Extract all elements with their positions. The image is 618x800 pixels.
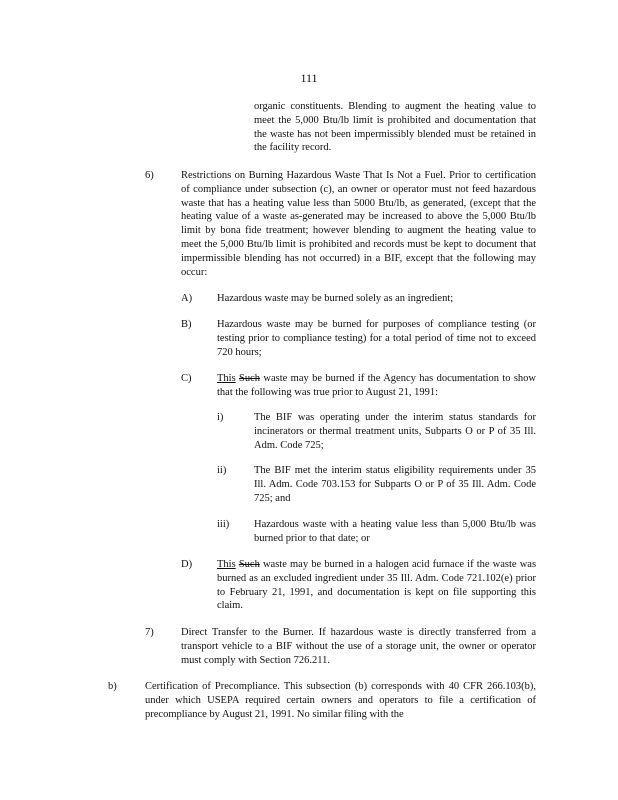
subitem-c-paragraph — [217, 372, 536, 400]
item-b-paragraph: Certification of Precompliance. This subsection (b) corresponds with 40 CFR 266.103(b), under which USEPA required certain owners and operators to file a certification of precompliance by August 21, 1991. No similar filing with the — [145, 681, 536, 720]
subitem-a-paragraph: Hazardous waste may be burned solely as an ingredient; — [217, 293, 454, 304]
subitem-a-marker: A) — [181, 293, 193, 304]
inserted-text: This — [217, 559, 236, 570]
subitem-d-marker: D) — [181, 559, 193, 570]
continuation-paragraph: organic constituents. Blending to augment the heating value to meet the 5,000 Btu/lb limit is prohibited and documentation that the waste has not been impermissibly blended must be retained in the facility record. — [254, 101, 536, 154]
roman-i-marker: i) — [217, 412, 224, 423]
roman-iii-marker: iii) — [217, 519, 230, 530]
item-b-marker: b) — [108, 681, 117, 692]
subitem-c-text: waste may be burned if the Agency has documentation to show that the following was true prior to August 21, 1991: — [217, 373, 537, 398]
subitem-d-paragraph — [217, 558, 536, 613]
subitem-b-marker: B) — [181, 319, 192, 330]
deleted-text: Such — [239, 373, 261, 384]
roman-ii-paragraph: The BIF met the interim status eligibility requirements under 35 Ill. Adm. Code 703.153 for Subparts O or P of 35 Ill. Adm. Code 725; and — [254, 465, 536, 504]
item-7-paragraph: Direct Transfer to the Burner. If hazardous waste is directly transferred from a transport vehicle to a BIF without the use of a storage unit, the owner or operator must comply with Section 726.211. — [181, 627, 536, 666]
item-6-paragraph: Restrictions on Burning Hazardous Waste That Is Not a Fuel. Prior to certification of compliance under subsection (c), an owner or operator must not feed hazardous waste that has a heating value less than 5000 Btu/lb, as generated, (except that the heating value of a waste as-generated may be increased to above the 5,000 Btu/lb limit by bona fide treatment; however blending to augment the heating value to meet the 5,000 Btu/lb limit is prohibited and records must be kept to document that impermissible blending has not occurred) in a BIF, except that the following may occur: — [181, 170, 536, 278]
subitem-c-marker: C) — [181, 373, 192, 384]
subitem-d-text: waste may be burned in a halogen acid furnace if the waste was burned as an excluded ingredient under 35 Ill. Adm. Code 721.102(e) prior to February 21, 1991, and documentation is kept on file supporting this claim. — [217, 559, 537, 612]
roman-i-paragraph: The BIF was operating under the interim status standards for incinerators or thermal treatment units, Subparts O or P of 35 Ill. Adm. Code 725; — [254, 412, 536, 451]
roman-iii-paragraph: Hazardous waste with a heating value less than 5,000 Btu/lb was burned prior to that date; or — [254, 519, 536, 544]
item-7-marker: 7) — [145, 627, 154, 638]
roman-ii-marker: ii) — [217, 465, 227, 476]
deleted-text: Such — [238, 559, 260, 570]
page-number: 111 — [300, 71, 318, 85]
item-6-marker: 6) — [145, 170, 154, 181]
inserted-text: This — [217, 373, 236, 384]
subitem-b-paragraph: Hazardous waste may be burned for purposes of compliance testing (or testing prior to compliance testing) for a total period of time not to exceed 720 hours; — [217, 319, 536, 358]
